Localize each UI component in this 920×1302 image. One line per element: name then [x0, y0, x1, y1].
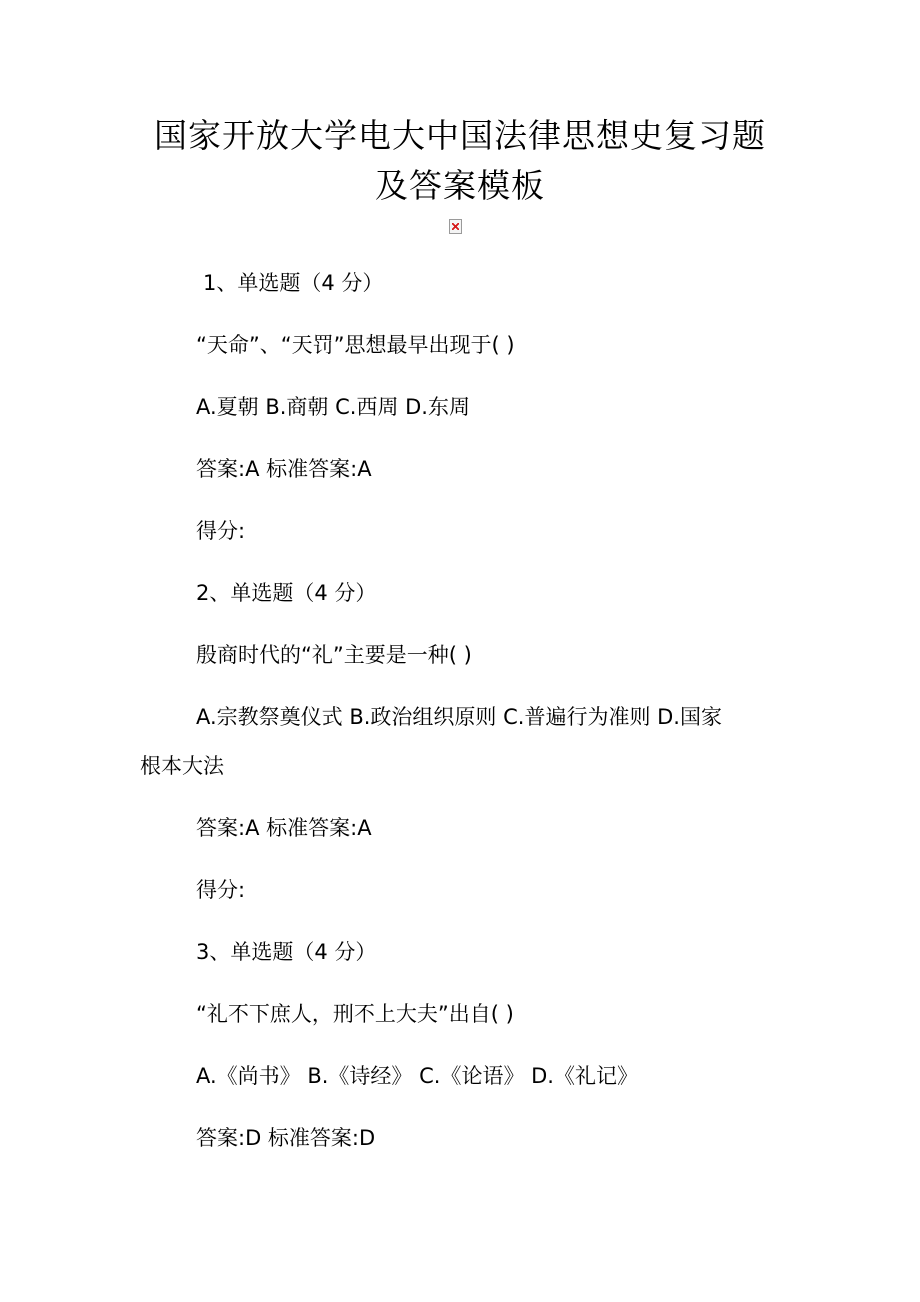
question-1-stem: “天命”、“天罚”思想最早出现于( )	[196, 333, 515, 357]
document-title-line-1: 国家开放大学电大中国法律思想史复习题	[154, 116, 766, 155]
question-3-stem: “礼不下庶人，刑不上大夫”出自( )	[196, 1002, 514, 1026]
question-1-options: A.夏朝 B.商朝 C.西周 D.东周	[196, 395, 470, 419]
question-3-header: 3、单选题（4 分）	[196, 940, 377, 964]
question-2-stem: 殷商时代的“礼”主要是一种( )	[196, 643, 472, 667]
broken-image-icon	[449, 219, 462, 234]
question-2-header: 2、单选题（4 分）	[196, 581, 377, 605]
question-2-score: 得分:	[196, 878, 246, 902]
question-1-score: 得分:	[196, 519, 246, 543]
question-3-answer: 答案:D 标准答案:D	[196, 1126, 376, 1150]
question-2-answer: 答案:A 标准答案:A	[196, 816, 372, 840]
document-title-line-2: 及答案模板	[375, 166, 545, 205]
question-2-options-line-2: 根本大法	[140, 754, 224, 778]
question-2-options-line-1: A.宗教祭奠仪式 B.政治组织原则 C.普遍行为准则 D.国家	[196, 705, 722, 729]
question-3-options: A.《尚书》 B.《诗经》 C.《论语》 D.《礼记》	[196, 1064, 638, 1088]
question-1-answer: 答案:A 标准答案:A	[196, 457, 372, 481]
question-1-header: 1、单选题（4 分）	[203, 271, 384, 295]
